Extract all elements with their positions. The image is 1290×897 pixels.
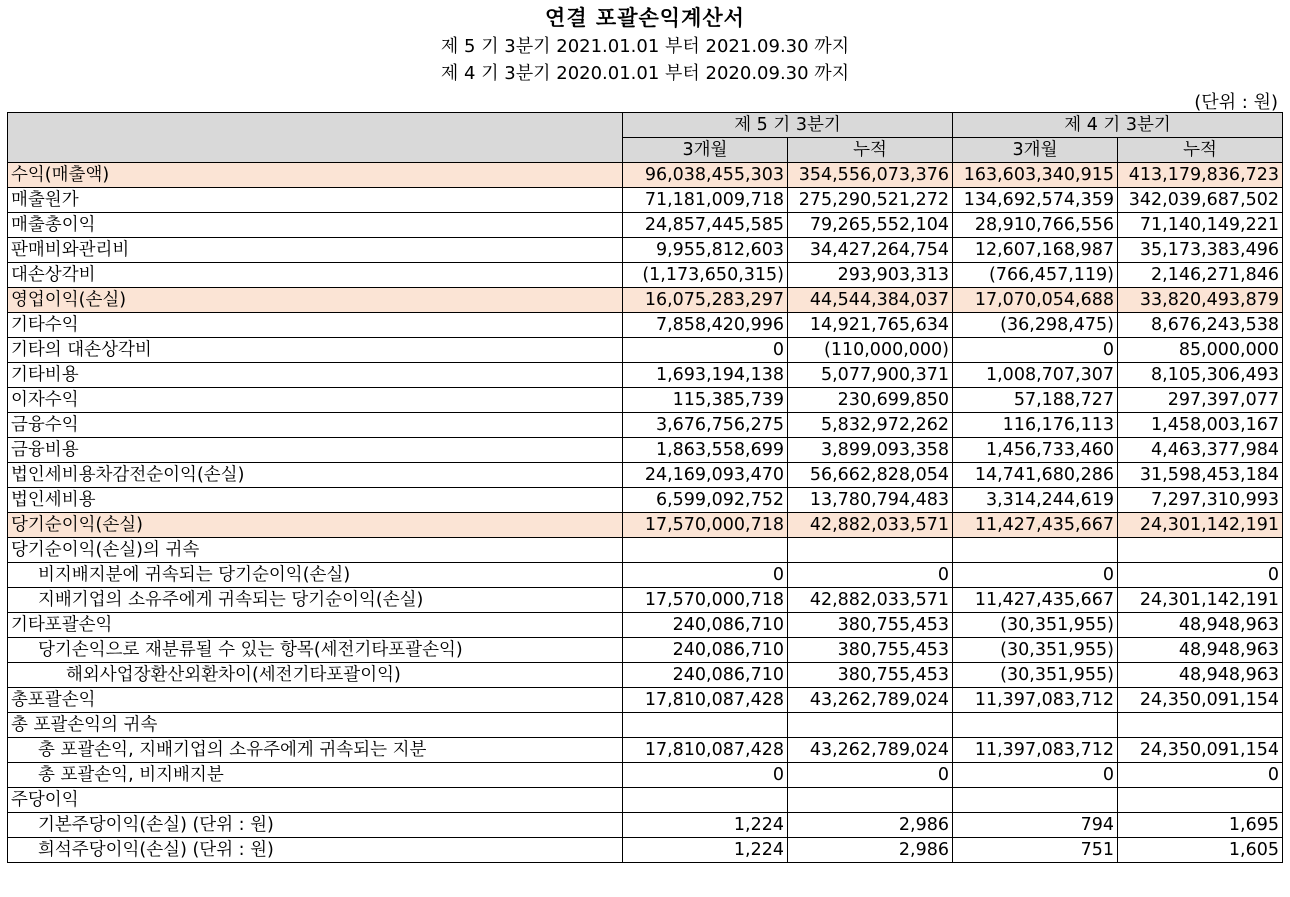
cell-p4-3month: 134,692,574,359 [953,188,1118,213]
cell-p5-cumulative [788,713,953,738]
cell-p4-3month: (36,298,475) [953,313,1118,338]
row-label: 기타포괄손익 [8,613,623,638]
table-row [8,163,1283,188]
cell-p4-cumulative: 31,598,453,184 [1118,463,1283,488]
cell-p4-3month: 3,314,244,619 [953,488,1118,513]
cell-p4-cumulative: 24,350,091,154 [1118,688,1283,713]
cell-p5-3month: 115,385,739 [623,388,788,413]
cell-p5-cumulative: 3,899,093,358 [788,438,953,463]
row-label: 당기순이익(손실)의 귀속 [8,538,623,563]
cell-p5-cumulative: 230,699,850 [788,388,953,413]
table-row [8,313,1283,338]
cell-p4-cumulative: 71,140,149,221 [1118,213,1283,238]
table-row [8,188,1283,213]
cell-p5-3month: 1,693,194,138 [623,363,788,388]
cell-p4-3month: 11,397,083,712 [953,738,1118,763]
cell-p5-3month: 240,086,710 [623,613,788,638]
row-label: 지배기업의 소유주에게 귀속되는 당기순이익(손실) [8,588,623,613]
cell-p4-3month: 0 [953,338,1118,363]
cell-p5-cumulative [788,788,953,813]
row-label: 기타의 대손상각비 [8,338,623,363]
header-blank-cell [8,113,623,163]
cell-p4-cumulative: 85,000,000 [1118,338,1283,363]
cell-p5-3month: 24,857,445,585 [623,213,788,238]
cell-p5-cumulative: 380,755,453 [788,663,953,688]
cell-p5-cumulative: 44,544,384,037 [788,288,953,313]
cell-p4-cumulative: 4,463,377,984 [1118,438,1283,463]
header-p4-3month: 3개월 [953,138,1118,163]
cell-p4-3month: 794 [953,813,1118,838]
table-row [8,238,1283,263]
row-label: 주당이익 [8,788,623,813]
header-period5: 제 5 기 3분기 [623,113,953,138]
cell-p4-cumulative: 0 [1118,763,1283,788]
cell-p5-cumulative: 2,986 [788,813,953,838]
cell-p5-3month [623,713,788,738]
cell-p5-3month: 17,570,000,718 [623,588,788,613]
cell-p4-cumulative: 1,695 [1118,813,1283,838]
cell-p5-cumulative: 380,755,453 [788,613,953,638]
period-current: 제 5 기 3분기 2021.01.01 부터 2021.09.30 까지 [440,36,850,57]
cell-p4-cumulative: 7,297,310,993 [1118,488,1283,513]
cell-p5-3month: 240,086,710 [623,663,788,688]
cell-p4-cumulative: 24,301,142,191 [1118,588,1283,613]
table-row [8,813,1283,838]
cell-p4-3month: 17,070,054,688 [953,288,1118,313]
cell-p5-3month: 17,570,000,718 [623,513,788,538]
row-label: 법인세비용차감전순이익(손실) [8,463,623,488]
cell-p4-3month: 14,741,680,286 [953,463,1118,488]
row-label: 기타비용 [8,363,623,388]
cell-p4-3month [953,788,1118,813]
cell-p4-cumulative: 0 [1118,563,1283,588]
cell-p5-cumulative: 43,262,789,024 [788,738,953,763]
table-row [8,613,1283,638]
cell-p5-cumulative: 42,882,033,571 [788,588,953,613]
cell-p5-cumulative: 14,921,765,634 [788,313,953,338]
row-label: 해외사업장환산외환차이(세전기타포괄이익) [8,663,623,688]
row-label: 이자수익 [8,388,623,413]
cell-p4-3month: 751 [953,838,1118,863]
cell-p4-cumulative: 2,146,271,846 [1118,263,1283,288]
cell-p4-3month: 11,427,435,667 [953,588,1118,613]
row-label: 수익(매출액) [8,163,623,188]
cell-p4-cumulative: 8,105,306,493 [1118,363,1283,388]
cell-p5-cumulative: 275,290,521,272 [788,188,953,213]
table-row [8,538,1283,563]
cell-p4-cumulative: 1,605 [1118,838,1283,863]
cell-p5-cumulative: 0 [788,563,953,588]
cell-p4-3month: (30,351,955) [953,638,1118,663]
cell-p4-3month: 11,427,435,667 [953,513,1118,538]
cell-p5-cumulative: 79,265,552,104 [788,213,953,238]
cell-p4-3month: (766,457,119) [953,263,1118,288]
cell-p5-cumulative: 56,662,828,054 [788,463,953,488]
table-row [8,838,1283,863]
table-row [8,513,1283,538]
cell-p4-cumulative: 24,350,091,154 [1118,738,1283,763]
row-label: 희석주당이익(손실) (단위 : 원) [8,838,623,863]
table-row [8,563,1283,588]
cell-p5-3month: 0 [623,563,788,588]
unit-label: (단위 : 원) [1194,92,1278,113]
cell-p5-3month: 3,676,756,275 [623,413,788,438]
cell-p4-3month: (30,351,955) [953,613,1118,638]
cell-p5-cumulative: 13,780,794,483 [788,488,953,513]
table-row [8,263,1283,288]
cell-p4-3month: 57,188,727 [953,388,1118,413]
table-row [8,438,1283,463]
cell-p5-cumulative: 5,832,972,262 [788,413,953,438]
cell-p4-3month: (30,351,955) [953,663,1118,688]
cell-p4-cumulative: 48,948,963 [1118,638,1283,663]
header-p5-3month: 3개월 [623,138,788,163]
cell-p4-3month: 163,603,340,915 [953,163,1118,188]
cell-p5-3month: 24,169,093,470 [623,463,788,488]
row-label: 비지배지분에 귀속되는 당기순이익(손실) [8,563,623,588]
table-row [8,713,1283,738]
cell-p5-cumulative: 34,427,264,754 [788,238,953,263]
table-row [8,413,1283,438]
cell-p5-3month: 1,224 [623,813,788,838]
table-row [8,688,1283,713]
row-label: 대손상각비 [8,263,623,288]
row-label: 기타수익 [8,313,623,338]
row-label: 총 포괄손익, 지배기업의 소유주에게 귀속되는 지분 [8,738,623,763]
table-row [8,338,1283,363]
cell-p5-cumulative: (110,000,000) [788,338,953,363]
cell-p5-3month: 7,858,420,996 [623,313,788,338]
cell-p5-cumulative: 293,903,313 [788,263,953,288]
header-period4: 제 4 기 3분기 [953,113,1283,138]
cell-p5-cumulative: 0 [788,763,953,788]
row-label: 총포괄손익 [8,688,623,713]
cell-p4-3month: 116,176,113 [953,413,1118,438]
cell-p4-cumulative: 8,676,243,538 [1118,313,1283,338]
table-row [8,288,1283,313]
cell-p4-cumulative: 1,458,003,167 [1118,413,1283,438]
cell-p5-cumulative: 43,262,789,024 [788,688,953,713]
row-label: 영업이익(손실) [8,288,623,313]
table-row [8,763,1283,788]
cell-p5-3month: 71,181,009,718 [623,188,788,213]
row-label: 당기손익으로 재분류될 수 있는 항목(세전기타포괄손익) [8,638,623,663]
table-row [8,463,1283,488]
cell-p4-cumulative: 24,301,142,191 [1118,513,1283,538]
cell-p5-3month: 96,038,455,303 [623,163,788,188]
cell-p5-cumulative: 2,986 [788,838,953,863]
cell-p5-3month [623,788,788,813]
table-row [8,213,1283,238]
cell-p4-3month [953,713,1118,738]
row-label: 금융비용 [8,438,623,463]
header-p4-cumulative: 누적 [1118,138,1283,163]
table-row [8,788,1283,813]
row-label: 기본주당이익(손실) (단위 : 원) [8,813,623,838]
cell-p5-3month: 0 [623,763,788,788]
row-label: 당기순이익(손실) [8,513,623,538]
cell-p4-3month: 28,910,766,556 [953,213,1118,238]
row-label: 금융수익 [8,413,623,438]
cell-p5-3month [623,538,788,563]
cell-p5-3month: 1,224 [623,838,788,863]
cell-p5-3month: 1,863,558,699 [623,438,788,463]
cell-p5-3month: 6,599,092,752 [623,488,788,513]
cell-p4-3month [953,538,1118,563]
cell-p4-cumulative: 35,173,383,496 [1118,238,1283,263]
table-row [8,488,1283,513]
row-label: 총 포괄손익의 귀속 [8,713,623,738]
row-label: 법인세비용 [8,488,623,513]
cell-p5-cumulative: 354,556,073,376 [788,163,953,188]
header-p5-cumulative: 누적 [788,138,953,163]
table-row [8,588,1283,613]
period-prior: 제 4 기 3분기 2020.01.01 부터 2020.09.30 까지 [440,63,850,84]
table-row [8,388,1283,413]
cell-p4-3month: 12,607,168,987 [953,238,1118,263]
statement-title: 연결 포괄손익계산서 [545,6,745,30]
table-row [8,638,1283,663]
cell-p5-3month: 240,086,710 [623,638,788,663]
cell-p4-cumulative: 297,397,077 [1118,388,1283,413]
row-label: 매출총이익 [8,213,623,238]
cell-p4-cumulative: 342,039,687,502 [1118,188,1283,213]
cell-p4-3month: 1,008,707,307 [953,363,1118,388]
cell-p4-3month: 0 [953,763,1118,788]
income-statement-table [7,112,1283,863]
row-label: 매출원가 [8,188,623,213]
cell-p4-3month: 0 [953,563,1118,588]
cell-p4-3month: 11,397,083,712 [953,688,1118,713]
cell-p5-3month: (1,173,650,315) [623,263,788,288]
cell-p5-3month: 17,810,087,428 [623,738,788,763]
table-row [8,363,1283,388]
row-label: 총 포괄손익, 비지배지분 [8,763,623,788]
cell-p5-cumulative: 5,077,900,371 [788,363,953,388]
cell-p5-3month: 16,075,283,297 [623,288,788,313]
cell-p4-cumulative: 413,179,836,723 [1118,163,1283,188]
cell-p5-cumulative: 380,755,453 [788,638,953,663]
row-label: 판매비와관리비 [8,238,623,263]
cell-p5-cumulative: 42,882,033,571 [788,513,953,538]
table-row [8,663,1283,688]
cell-p4-cumulative [1118,713,1283,738]
cell-p5-3month: 9,955,812,603 [623,238,788,263]
cell-p5-3month: 17,810,087,428 [623,688,788,713]
cell-p4-cumulative [1118,538,1283,563]
table-row [8,738,1283,763]
cell-p4-cumulative: 48,948,963 [1118,613,1283,638]
cell-p4-3month: 1,456,733,460 [953,438,1118,463]
cell-p4-cumulative: 33,820,493,879 [1118,288,1283,313]
cell-p4-cumulative [1118,788,1283,813]
cell-p5-cumulative [788,538,953,563]
cell-p4-cumulative: 48,948,963 [1118,663,1283,688]
cell-p5-3month: 0 [623,338,788,363]
